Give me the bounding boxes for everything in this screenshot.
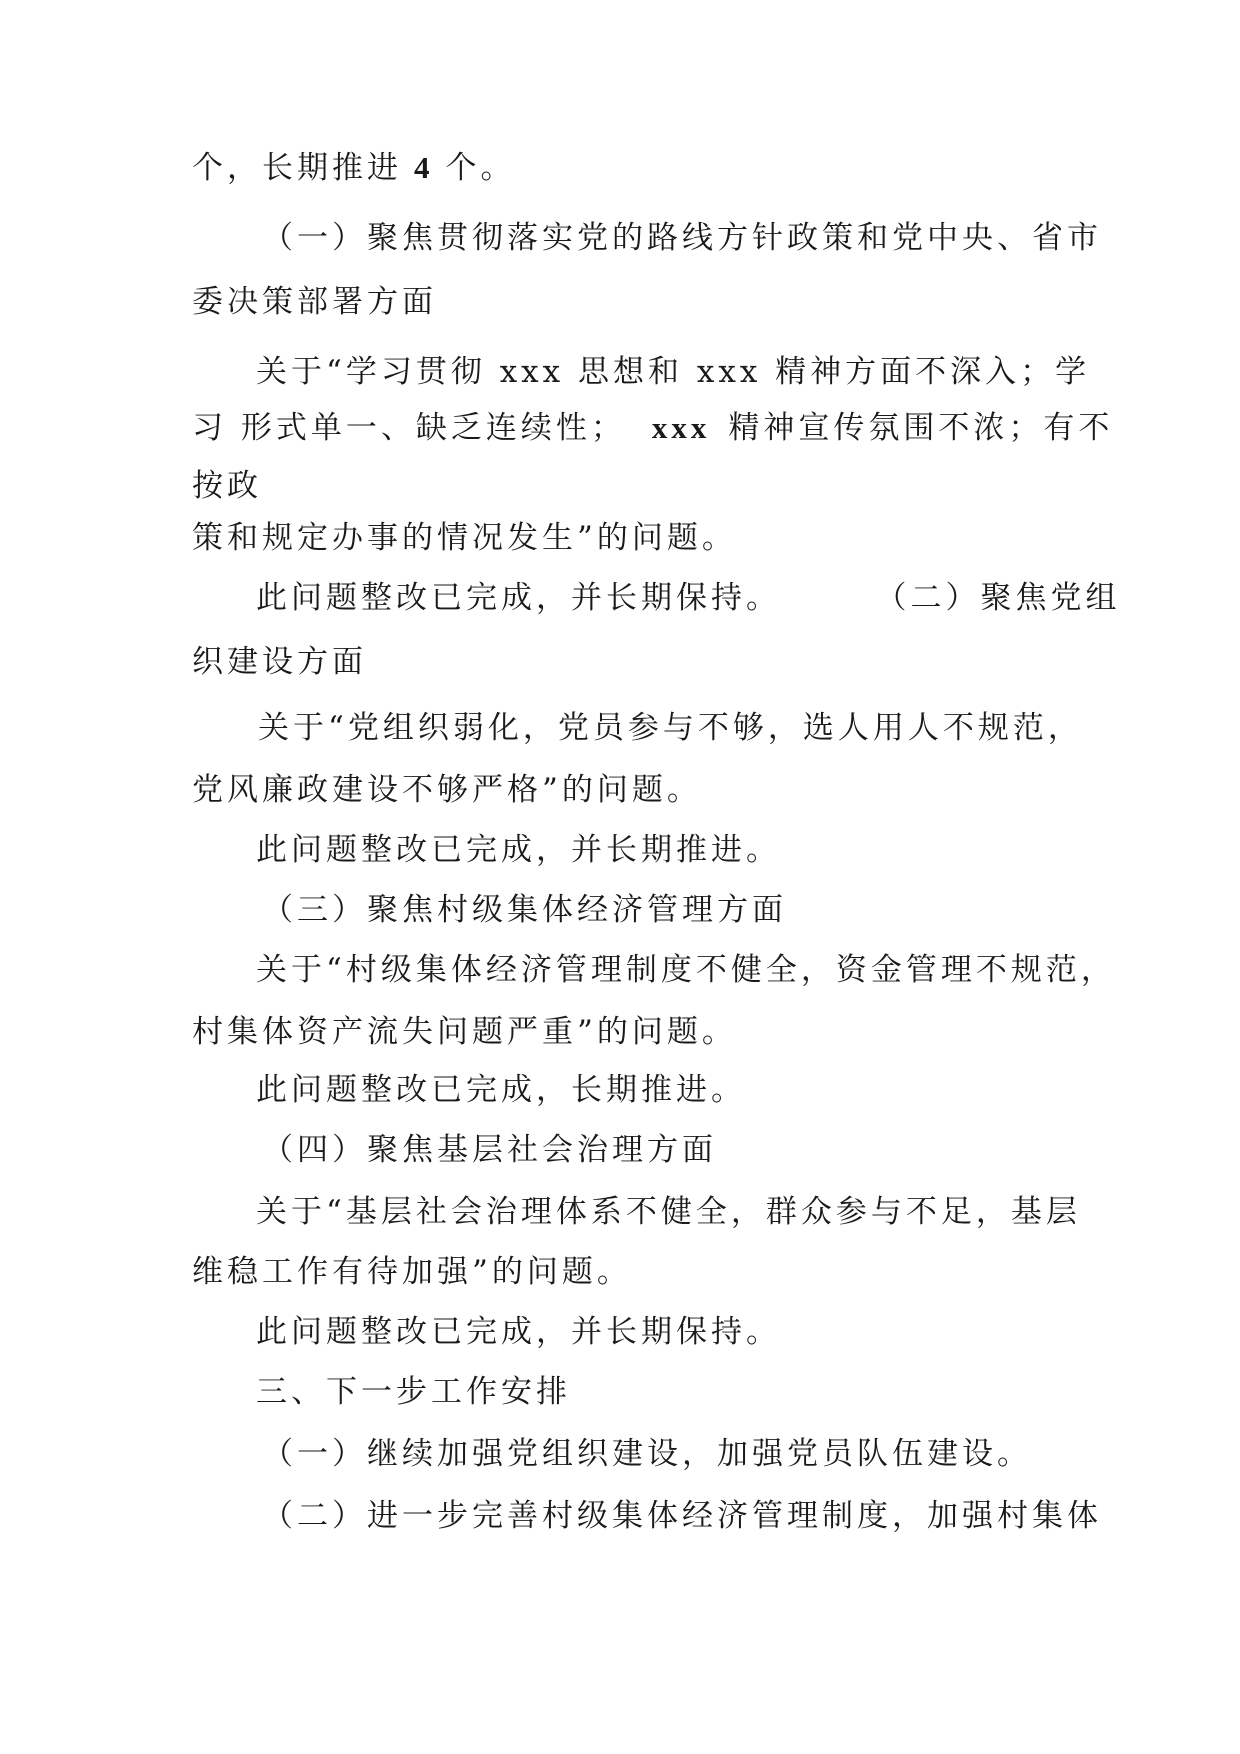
- paragraph-line: 关于“村级集体经济管理制度不健全，资金管理不规范，: [256, 952, 1116, 988]
- section-heading: 三、下一步工作安排: [256, 1374, 571, 1410]
- paragraph-line: 维稳工作有待加强”的问题。: [192, 1254, 632, 1290]
- paragraph-line: 此问题整改已完成，并长期保持。: [256, 1314, 781, 1350]
- text-run: 个，长期推进: [192, 150, 402, 186]
- section-heading: （二）聚焦党组: [891, 580, 1121, 616]
- paragraph-line: [192, 148, 516, 188]
- paragraph-line: [192, 408, 1113, 448]
- section-heading-continued: 委决策部署方面: [192, 284, 437, 320]
- paragraph-line: 村集体资产流失问题严重”的问题。: [192, 1014, 737, 1050]
- list-item: （二）进一步完善村级集体经济管理制度，加强村集体: [262, 1498, 1102, 1534]
- section-heading: （三）聚焦村级集体经济管理方面: [262, 892, 787, 928]
- text-run: 个。: [445, 150, 516, 186]
- bold-number: 4: [414, 150, 434, 185]
- section-heading: （四）聚焦基层社会治理方面: [262, 1132, 717, 1168]
- paragraph-line: 此问题整改已完成，长期推进。: [256, 1072, 746, 1108]
- paragraph-line: 此问题整改已完成，并长期推进。: [256, 832, 781, 868]
- section-heading-continued: 织建设方面: [192, 644, 367, 680]
- bold-text: xxx: [651, 410, 711, 445]
- list-item: （一）继续加强党组织建设，加强党员队伍建设。: [262, 1436, 1032, 1472]
- text-run: 精神宣传氛围不浓；有不: [728, 410, 1114, 446]
- paragraph-line: 党风廉政建设不够严格”的问题。: [192, 772, 702, 808]
- paragraph-line: 按政: [192, 468, 262, 504]
- text-run: 习 形式单一、缺乏连续性；: [192, 410, 626, 446]
- paragraph-line: [256, 578, 1121, 618]
- text-run: 此问题整改已完成，并长期保持。: [256, 580, 781, 616]
- paragraph-line: 关于“学习贯彻 xxx 思想和 xxx 精神方面不深入；学: [256, 354, 1091, 390]
- section-heading: （一）聚焦贯彻落实党的路线方针政策和党中央、省市: [262, 220, 1102, 256]
- paragraph-line: 关于“基层社会治理体系不健全，群众参与不足，基层: [256, 1194, 1081, 1230]
- paragraph-line: 关于“党组织弱化，党员参与不够，选人用人不规范，: [258, 710, 1083, 746]
- paragraph-line: 策和规定办事的情况发生”的问题。: [192, 520, 737, 556]
